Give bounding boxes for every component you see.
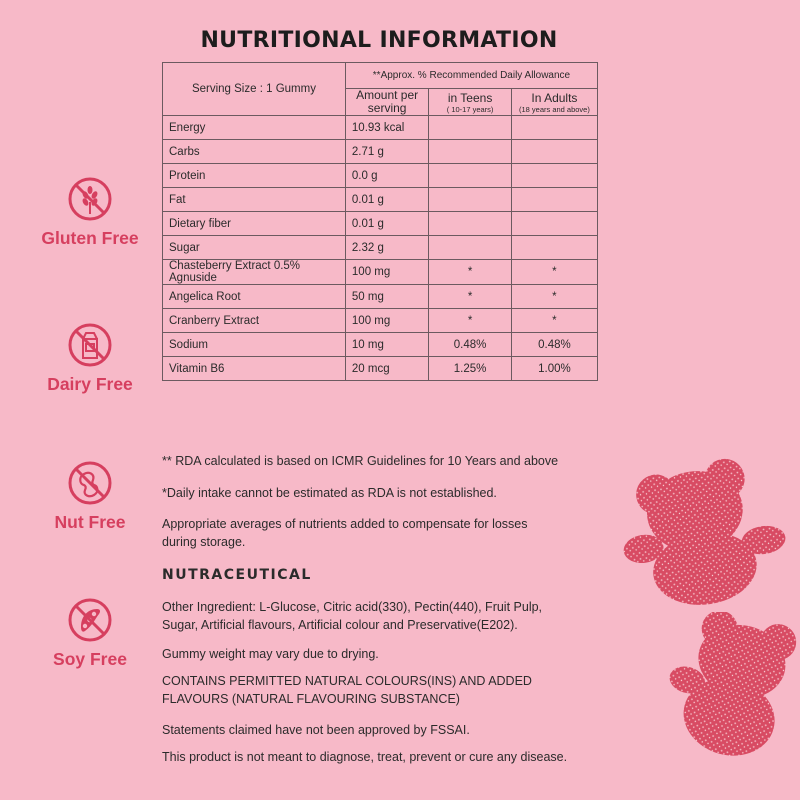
gummy-bear-image [612, 458, 800, 613]
row-amount: 2.32 g [345, 236, 428, 260]
table-row [163, 188, 598, 212]
row-teens [429, 140, 511, 164]
row-adults: * [511, 260, 597, 285]
row-adults [511, 212, 597, 236]
table-row [163, 236, 598, 260]
table-row [163, 212, 598, 236]
row-amount: 0.01 g [345, 212, 428, 236]
weight-note: Gummy weight may vary due to drying. [162, 647, 379, 661]
badge-gluten-free [30, 176, 150, 249]
col-adults-header [511, 89, 597, 116]
row-teens: 1.25% [429, 357, 511, 381]
row-adults [511, 116, 597, 140]
rda-header: **Approx. % Recommended Daily Allowance [345, 63, 597, 89]
col-teens-sublabel: ( 10-17 years) [446, 104, 494, 114]
row-amount: 100 mg [345, 260, 428, 285]
table-row [163, 333, 598, 357]
gummy-bear-image [665, 612, 800, 767]
table-row [163, 140, 598, 164]
row-teens [429, 164, 511, 188]
badge-label: Nut Free [54, 512, 126, 532]
table-row [163, 285, 598, 309]
row-teens [429, 236, 511, 260]
ingredients-text: Other Ingredient: L-Glucose, Citric acid(330), Pectin(440), Fruit Pulp, Sugar, Artificial flavours, Artificial colour and Preservative(E202). [162, 600, 543, 632]
row-teens: * [429, 285, 511, 309]
row-teens [429, 116, 511, 140]
col-teens-header [429, 89, 511, 116]
peanut-crossed-icon [67, 460, 113, 506]
table-row [163, 116, 598, 140]
table-row [163, 260, 598, 285]
row-teens: * [429, 260, 511, 285]
row-name: Dietary fiber [163, 212, 346, 236]
row-amount: 100 mg [345, 309, 428, 333]
fssai-note: Statements claimed have not been approved by FSSAI. [162, 723, 470, 737]
badge-label: Gluten Free [41, 228, 139, 248]
col-adults-label: In Adults [531, 90, 578, 105]
row-adults [511, 188, 597, 212]
row-name: Carbs [163, 140, 346, 164]
serving-size-cell [163, 63, 346, 116]
col-amount-label: Amount per serving [356, 88, 419, 115]
row-adults: 1.00% [511, 357, 597, 381]
row-amount: 10 mg [345, 333, 428, 357]
row-teens: 0.48% [429, 333, 511, 357]
row-name: Sugar [163, 236, 346, 260]
disclaimer-note: This product is not meant to diagnose, treat, prevent or cure any disease. [162, 750, 568, 764]
soybean-crossed-icon [67, 597, 113, 643]
row-teens: * [429, 309, 511, 333]
row-amount: 20 mcg [345, 357, 428, 381]
table-header-rda [163, 63, 598, 89]
rda-note: ** RDA calculated is based on ICMR Guidelines for 10 Years and above [162, 454, 559, 468]
nutraceutical-heading: NUTRACEUTICAL [162, 567, 312, 583]
colours-note: CONTAINS PERMITTED NATURAL COLOURS(INS) AND ADDED FLAVOURS (NATURAL FLAVOURING SUBSTANCE) [162, 674, 532, 706]
row-amount: 0.01 g [345, 188, 428, 212]
row-name: Vitamin B6 [163, 357, 346, 381]
row-amount: 2.71 g [345, 140, 428, 164]
row-amount: 50 mg [345, 285, 428, 309]
table-body [163, 116, 598, 381]
row-name: Chasteberry Extract 0.5% Agnuside [163, 260, 346, 285]
row-teens [429, 212, 511, 236]
wheat-crossed-icon [67, 176, 113, 222]
table-row [163, 164, 598, 188]
badge-nut-free [30, 460, 150, 533]
row-adults: 0.48% [511, 333, 597, 357]
row-name: Angelica Root [163, 285, 346, 309]
page-title: NUTRITIONAL INFORMATION [200, 28, 558, 53]
table-row [163, 357, 598, 381]
col-amount-header [345, 89, 428, 116]
col-teens-label: in Teens [447, 90, 493, 105]
row-name: Energy [163, 116, 346, 140]
averages-note: Appropriate averages of nutrients added to compensate for losses during storage. [162, 517, 528, 549]
row-teens [429, 188, 511, 212]
row-adults [511, 140, 597, 164]
badge-label: Dairy Free [47, 374, 133, 394]
daily-intake-note: *Daily intake cannot be estimated as RDA is not established. [162, 486, 497, 500]
row-amount: 0.0 g [345, 164, 428, 188]
table-row [163, 309, 598, 333]
row-name: Protein [163, 164, 346, 188]
row-adults [511, 164, 597, 188]
badge-soy-free [30, 597, 150, 670]
row-name: Fat [163, 188, 346, 212]
row-adults: * [511, 285, 597, 309]
row-amount: 10.93 kcal [345, 116, 428, 140]
serving-size-label: Serving Size : 1 Gummy [191, 83, 316, 95]
badge-dairy-free [30, 322, 150, 395]
row-adults [511, 236, 597, 260]
badge-label: Soy Free [53, 649, 127, 669]
row-name: Sodium [163, 333, 346, 357]
row-adults: * [511, 309, 597, 333]
nutrition-table [162, 62, 598, 381]
row-name: Cranberry Extract [163, 309, 346, 333]
col-adults-sublabel: (18 years and above) [518, 104, 590, 114]
milk-carton-crossed-icon [67, 322, 113, 368]
